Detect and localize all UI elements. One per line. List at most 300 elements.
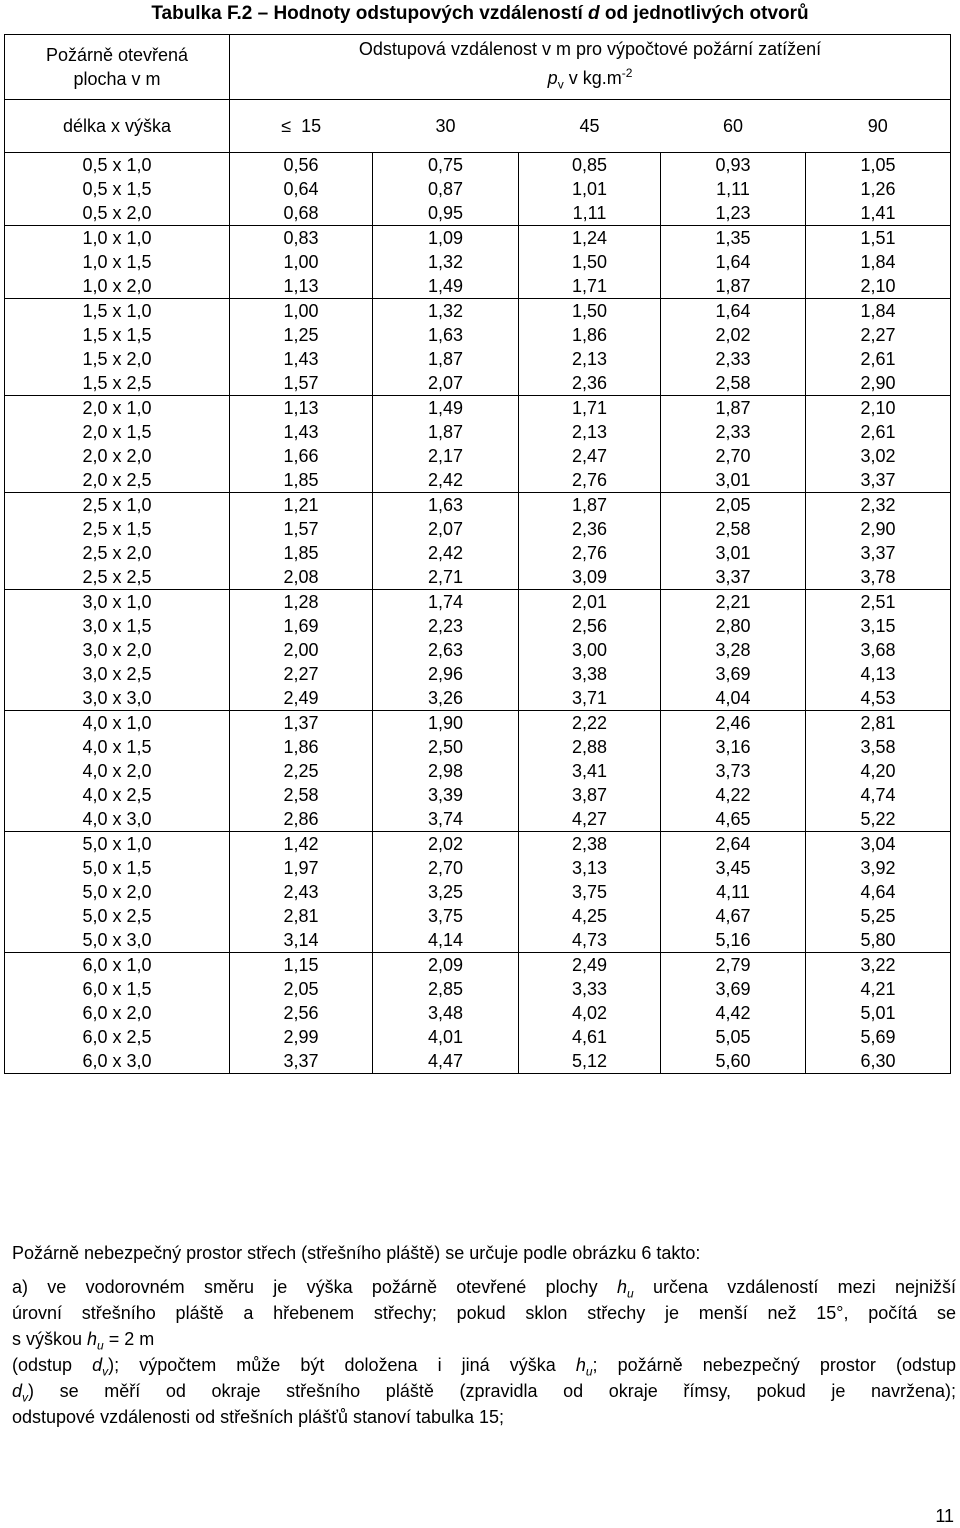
cell-value: 1,05 (860, 155, 896, 175)
distance-cell (519, 590, 661, 711)
less-or-equal-icon: ≤ (281, 115, 292, 136)
cell-value: 5,0 x 1,0 (82, 834, 152, 854)
cell-value: 1,63 (427, 325, 464, 345)
cell-value: 5,12 (571, 1051, 608, 1071)
cell-value: 2,71 (427, 567, 464, 587)
cell-value: 2,56 (571, 616, 608, 636)
distance-cell (230, 832, 373, 953)
cell-value: 1,01 (571, 179, 608, 199)
cell-value: 1,23 (715, 203, 751, 223)
cell-value: 2,70 (715, 446, 751, 466)
distance-cell (661, 299, 806, 396)
cell-value: 2,01 (571, 592, 608, 612)
cell-value: 3,02 (860, 446, 896, 466)
load-header: 60 (661, 100, 806, 153)
cell-value: 0,68 (283, 203, 319, 223)
cell-value: 2,90 (860, 373, 896, 393)
cell-value: 1,5 x 1,5 (82, 325, 152, 345)
cell-value: 2,36 (571, 373, 608, 393)
cell-value: 1,87 (571, 495, 608, 515)
cell-value: 0,83 (283, 228, 319, 248)
cell-value: 3,15 (860, 616, 896, 636)
cell-value: 2,0 x 2,0 (82, 446, 152, 466)
cell-value: 1,5 x 1,0 (82, 301, 152, 321)
item-a-line-1: a) ve vodorovném směru je výška požárně otevřené plochy $h_u$ určena vzdáleností mezi nejnižší (12, 1277, 956, 1301)
cell-value: 5,0 x 1,5 (82, 858, 152, 878)
cell-value: 2,49 (571, 955, 608, 975)
cell-value: 1,85 (283, 543, 319, 563)
cell-value: 3,26 (427, 688, 464, 708)
cell-value: 1,21 (283, 495, 319, 515)
cell-value: 2,22 (571, 713, 608, 733)
cell-value: 2,61 (860, 422, 896, 442)
cell-value: 0,64 (283, 179, 319, 199)
cell-value: 3,78 (860, 567, 896, 587)
distance-cell (661, 711, 806, 832)
cell-value: 1,49 (427, 398, 464, 418)
distance-cell (806, 493, 951, 590)
cell-value: 2,58 (715, 519, 751, 539)
cell-value: 1,37 (283, 713, 319, 733)
distance-cell (373, 226, 519, 299)
cell-value: 6,0 x 1,5 (82, 979, 152, 999)
cell-value: 3,75 (427, 906, 464, 926)
cell-value: 3,0 x 1,0 (82, 592, 152, 612)
cell-value: 5,22 (860, 809, 896, 829)
cell-value: 2,58 (283, 785, 319, 805)
distance-cell (230, 396, 373, 493)
cell-value: 3,45 (715, 858, 751, 878)
load-header: 45 (519, 100, 661, 153)
distance-cell (373, 590, 519, 711)
cell-value: 3,13 (571, 858, 608, 878)
table-row-group (5, 832, 951, 953)
cell-value: 3,39 (427, 785, 464, 805)
distance-cell (230, 711, 373, 832)
cell-value: 0,87 (427, 179, 464, 199)
item-a-line-4: (odstup $d_v$); výpočtem může být doložena i jiná výška $h_u$; požárně nebezpečný prostor (odstup (12, 1355, 956, 1379)
distance-cell (230, 590, 373, 711)
cell-value: 2,07 (427, 373, 464, 393)
size-label: délka x výška (5, 100, 230, 153)
cell-value: 5,16 (715, 930, 751, 950)
cell-value: 2,33 (715, 349, 751, 369)
cell-value: 5,69 (860, 1027, 896, 1047)
cell-value: 3,0 x 2,5 (82, 664, 152, 684)
cell-value: 3,68 (860, 640, 896, 660)
cell-value: 1,41 (860, 203, 896, 223)
cell-value: 2,50 (427, 737, 464, 757)
table-row-group (5, 493, 951, 590)
cell-value: 4,64 (860, 882, 896, 902)
cell-value: 4,65 (715, 809, 751, 829)
cell-value: 2,5 x 2,5 (82, 567, 152, 587)
cell-value: 1,00 (283, 301, 319, 321)
cell-value: 2,32 (860, 495, 896, 515)
cell-value: 1,09 (427, 228, 464, 248)
distance-cell (230, 226, 373, 299)
area-cell (5, 226, 230, 299)
cell-value: 1,43 (283, 422, 319, 442)
cell-value: 2,80 (715, 616, 751, 636)
distance-cell (373, 832, 519, 953)
distance-cell (806, 299, 951, 396)
cell-value: 1,87 (715, 398, 751, 418)
cell-value: 4,27 (571, 809, 608, 829)
area-cell (5, 711, 230, 832)
cell-value: 1,0 x 1,0 (82, 228, 152, 248)
cell-value: 1,50 (571, 252, 608, 272)
cell-value: 1,28 (283, 592, 319, 612)
cell-value: 3,69 (715, 664, 751, 684)
distance-cell (806, 226, 951, 299)
cell-value: 2,42 (427, 470, 464, 490)
cell-value: 1,57 (283, 373, 319, 393)
cell-value: 2,36 (571, 519, 608, 539)
cell-value: 2,64 (715, 834, 751, 854)
cell-value: 3,92 (860, 858, 896, 878)
cell-value: 3,37 (715, 567, 751, 587)
cell-value: 2,0 x 1,0 (82, 398, 152, 418)
cell-value: 4,02 (571, 1003, 608, 1023)
cell-value: 3,0 x 2,0 (82, 640, 152, 660)
cell-value: 1,15 (283, 955, 319, 975)
cell-value: 1,71 (571, 276, 608, 296)
cell-value: 3,37 (860, 470, 896, 490)
distance-cell (661, 493, 806, 590)
distance-cell (806, 153, 951, 226)
cell-value: 3,28 (715, 640, 751, 660)
cell-value: 0,95 (427, 203, 464, 223)
cell-value: 2,49 (283, 688, 319, 708)
cell-value: 2,56 (283, 1003, 319, 1023)
item-a-line-3: s výškou $h_u = 2$ m (12, 1329, 155, 1353)
cell-value: 4,0 x 2,0 (82, 761, 152, 781)
cell-value: 3,33 (571, 979, 608, 999)
cell-value: 2,88 (571, 737, 608, 757)
cell-value: 5,0 x 2,0 (82, 882, 152, 902)
cell-value: 5,80 (860, 930, 896, 950)
area-cell (5, 832, 230, 953)
cell-value: 3,69 (715, 979, 751, 999)
cell-value: 3,74 (427, 809, 464, 829)
distance-cell (519, 493, 661, 590)
cell-value: 2,09 (427, 955, 464, 975)
cell-value: 1,43 (283, 349, 319, 369)
cell-value: 1,74 (427, 592, 464, 612)
cell-value: 1,32 (427, 252, 464, 272)
cell-value: 3,58 (860, 737, 896, 757)
cell-value: 3,41 (571, 761, 608, 781)
cell-value: 2,90 (860, 519, 896, 539)
cell-value: 0,5 x 2,0 (82, 203, 152, 223)
cell-value: 4,0 x 3,0 (82, 809, 152, 829)
cell-value: 4,20 (860, 761, 896, 781)
cell-value: 5,25 (860, 906, 896, 926)
cell-value: 2,43 (283, 882, 319, 902)
cell-value: 0,75 (427, 155, 464, 175)
cell-value: 1,49 (427, 276, 464, 296)
cell-value: 2,42 (427, 543, 464, 563)
cell-value: 3,14 (283, 930, 319, 950)
cell-value: 3,37 (860, 543, 896, 563)
table-row-group (5, 396, 951, 493)
distance-cell (806, 396, 951, 493)
cell-value: 2,76 (571, 470, 608, 490)
cell-value: 1,69 (283, 616, 319, 636)
cell-value: 1,90 (427, 713, 464, 733)
cell-value: 1,63 (427, 495, 464, 515)
cell-value: 1,84 (860, 252, 896, 272)
cell-value: 1,32 (427, 301, 464, 321)
cell-value: 4,01 (427, 1027, 464, 1047)
cell-value: 1,87 (715, 276, 751, 296)
distance-cell (230, 153, 373, 226)
cell-value: 2,81 (860, 713, 896, 733)
cell-value: 2,10 (860, 276, 896, 296)
distance-cell (373, 953, 519, 1074)
cell-value: 1,84 (860, 301, 896, 321)
cell-value: 3,0 x 1,5 (82, 616, 152, 636)
cell-value: 3,01 (715, 543, 751, 563)
cell-value: 1,50 (571, 301, 608, 321)
cell-value: 2,0 x 2,5 (82, 470, 152, 490)
cell-value: 1,11 (572, 203, 607, 223)
distance-table (4, 34, 951, 1074)
cell-value: 2,02 (715, 325, 751, 345)
cell-value: 3,22 (860, 955, 896, 975)
cell-value: 1,00 (283, 252, 319, 272)
cell-value: 1,5 x 2,0 (82, 349, 152, 369)
cell-value: 3,38 (571, 664, 608, 684)
distance-cell (519, 226, 661, 299)
cell-value: 2,13 (571, 349, 608, 369)
cell-value: 1,71 (571, 398, 608, 418)
cell-value: 1,87 (427, 349, 464, 369)
cell-value: 6,0 x 3,0 (82, 1051, 152, 1071)
cell-value: 5,01 (860, 1003, 896, 1023)
cell-value: 2,70 (427, 858, 464, 878)
cell-value: 6,0 x 2,5 (82, 1027, 152, 1047)
distance-header: Odstupová vzdálenost v m pro výpočtové požární zatížení $p_v$ v $kg.m^{-2}$ (230, 35, 951, 100)
cell-value: 3,73 (715, 761, 751, 781)
distance-cell (661, 832, 806, 953)
cell-value: 4,13 (860, 664, 896, 684)
cell-value: 2,21 (715, 592, 751, 612)
table-row-group (5, 299, 951, 396)
area-header: Požárně otevřená plocha v m (5, 35, 230, 100)
load-header: 30 (373, 100, 519, 153)
cell-value: 2,46 (715, 713, 751, 733)
distance-cell (661, 953, 806, 1074)
cell-value: 5,05 (715, 1027, 751, 1047)
cell-value: 1,0 x 2,0 (82, 276, 152, 296)
intro-paragraph: Požárně nebezpečný prostor střech (střešního pláště) se určuje podle obrázku 6 takto: (12, 1243, 701, 1263)
cell-value: 4,0 x 2,5 (82, 785, 152, 805)
cell-value: 1,11 (716, 179, 750, 199)
cell-value: 3,16 (715, 737, 751, 757)
cell-value: 1,24 (571, 228, 608, 248)
cell-value: 5,0 x 3,0 (82, 930, 152, 950)
cell-value: 4,21 (860, 979, 896, 999)
cell-value: 1,87 (427, 422, 464, 442)
cell-value: 3,09 (571, 567, 608, 587)
cell-value: 2,5 x 2,0 (82, 543, 152, 563)
cell-value: 1,85 (283, 470, 319, 490)
distance-cell (519, 832, 661, 953)
cell-value: 2,86 (283, 809, 319, 829)
cell-value: 2,00 (283, 640, 319, 660)
cell-value: 1,5 x 2,5 (82, 373, 152, 393)
cell-value: 6,0 x 1,0 (82, 955, 152, 975)
cell-value: 0,5 x 1,5 (82, 179, 152, 199)
cell-value: 1,86 (571, 325, 608, 345)
cell-value: 2,38 (571, 834, 608, 854)
cell-value: 1,64 (715, 252, 751, 272)
cell-value: 6,0 x 2,0 (82, 1003, 152, 1023)
cell-value: 1,51 (860, 228, 896, 248)
distance-cell (806, 590, 951, 711)
table-row-group (5, 226, 951, 299)
cell-value: 3,75 (571, 882, 608, 902)
cell-value: 1,25 (283, 325, 319, 345)
distance-cell (230, 299, 373, 396)
page-title: Tabulka F.2 – Hodnoty odstupových vzdáleností d od jednotlivých otvorů (151, 3, 809, 24)
cell-value: 6,30 (860, 1051, 896, 1071)
cell-value: 4,74 (860, 785, 896, 805)
load-header: ≤ 15 (230, 100, 373, 153)
area-cell (5, 590, 230, 711)
cell-value: 4,04 (715, 688, 751, 708)
cell-value: 0,5 x 1,0 (82, 155, 152, 175)
distance-cell (373, 711, 519, 832)
distance-cell (519, 299, 661, 396)
cell-value: 3,00 (571, 640, 608, 660)
cell-value: 4,22 (715, 785, 751, 805)
cell-value: 3,71 (571, 688, 608, 708)
item-a-line-2: úrovní střešního pláště a hřebenem střechy; pokud sklon střechy je menší než 15°, počítá se (12, 1303, 956, 1323)
distance-cell (373, 153, 519, 226)
table-row-group (5, 153, 951, 226)
distance-cell (661, 396, 806, 493)
cell-value: 5,0 x 2,5 (82, 906, 152, 926)
cell-value: 3,48 (427, 1003, 464, 1023)
table-row-group (5, 953, 951, 1074)
cell-value: 2,96 (427, 664, 464, 684)
cell-value: 1,97 (283, 858, 319, 878)
distance-cell (373, 396, 519, 493)
cell-value: 2,27 (860, 325, 896, 345)
cell-value: 2,85 (427, 979, 464, 999)
cell-value: 2,23 (427, 616, 464, 636)
cell-value: 5,60 (715, 1051, 751, 1071)
area-cell (5, 299, 230, 396)
cell-value: 4,0 x 1,5 (82, 737, 152, 757)
distance-cell (230, 493, 373, 590)
cell-value: 2,58 (715, 373, 751, 393)
distance-cell (230, 953, 373, 1074)
distance-cell (373, 493, 519, 590)
distance-cell (661, 590, 806, 711)
load-header: 90 (806, 100, 951, 153)
cell-value: 1,42 (283, 834, 319, 854)
cell-value: 2,33 (715, 422, 751, 442)
distance-cell (519, 153, 661, 226)
cell-value: 2,61 (860, 349, 896, 369)
cell-value: 3,87 (571, 785, 608, 805)
cell-value: 2,5 x 1,0 (82, 495, 152, 515)
cell-value: 1,35 (715, 228, 751, 248)
cell-value: 2,47 (571, 446, 608, 466)
cell-value: 1,66 (283, 446, 319, 466)
cell-value: 4,11 (716, 882, 750, 902)
cell-value: 3,37 (283, 1051, 319, 1071)
cell-value: 1,86 (283, 737, 319, 757)
cell-value: 4,25 (571, 906, 608, 926)
cell-value: 2,81 (283, 906, 319, 926)
cell-value: 2,98 (427, 761, 464, 781)
cell-value: 2,13 (571, 422, 608, 442)
cell-value: 1,13 (283, 276, 319, 296)
cell-value: 2,07 (427, 519, 464, 539)
cell-value: 4,61 (571, 1027, 608, 1047)
item-a-line-5: $d_v$) se měří od okraje střešního pláště (zpravidla od okraje římsy, pokud je navržena); (12, 1381, 956, 1405)
cell-value: 2,5 x 1,5 (82, 519, 152, 539)
area-cell (5, 153, 230, 226)
cell-value: 0,85 (571, 155, 608, 175)
cell-value: 2,08 (283, 567, 319, 587)
cell-value: 4,53 (860, 688, 896, 708)
cell-value: 2,25 (283, 761, 319, 781)
cell-value: 0,93 (715, 155, 751, 175)
cell-value: 4,14 (427, 930, 464, 950)
cell-value: 2,99 (283, 1027, 319, 1047)
distance-cell (806, 953, 951, 1074)
cell-value: 2,05 (715, 495, 751, 515)
cell-value: 2,63 (427, 640, 464, 660)
table-row-group (5, 590, 951, 711)
cell-value: 3,04 (860, 834, 896, 854)
cell-value: 0,56 (283, 155, 319, 175)
cell-value: 2,79 (715, 955, 751, 975)
cell-value: 2,76 (571, 543, 608, 563)
cell-value: 2,0 x 1,5 (82, 422, 152, 442)
cell-value: 2,51 (860, 592, 896, 612)
cell-value: 4,47 (427, 1051, 464, 1071)
distance-cell (519, 711, 661, 832)
cell-value: 4,67 (715, 906, 751, 926)
cell-value: 1,0 x 1,5 (82, 252, 152, 272)
distance-cell (806, 832, 951, 953)
cell-value: 2,02 (427, 834, 464, 854)
cell-value: 1,26 (860, 179, 896, 199)
distance-cell (373, 299, 519, 396)
cell-value: 4,42 (715, 1003, 751, 1023)
table-row-group (5, 711, 951, 832)
cell-value: 3,01 (715, 470, 751, 490)
cell-value: 1,57 (283, 519, 319, 539)
distance-cell (661, 153, 806, 226)
cell-value: 4,0 x 1,0 (82, 713, 152, 733)
degree-icon: ° (836, 1303, 844, 1323)
cell-value: 2,17 (427, 446, 464, 466)
area-cell (5, 396, 230, 493)
area-cell (5, 493, 230, 590)
cell-value: 2,27 (283, 664, 319, 684)
cell-value: 2,10 (860, 398, 896, 418)
distance-cell (661, 226, 806, 299)
distance-cell (519, 396, 661, 493)
